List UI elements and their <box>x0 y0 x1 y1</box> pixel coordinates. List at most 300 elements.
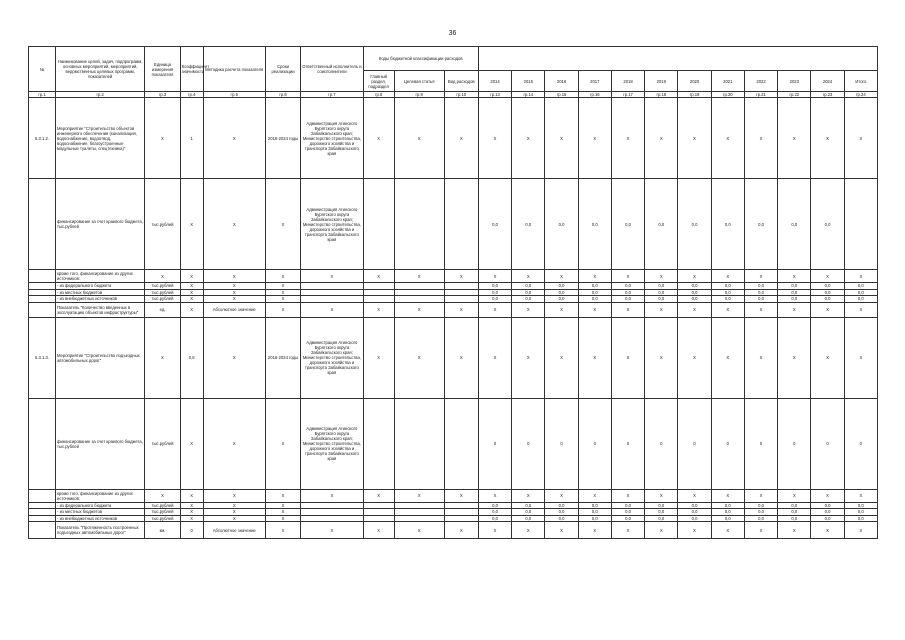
table-cell: X <box>478 98 511 179</box>
header-year: 2016 <box>545 71 578 92</box>
table-cell: 0,0 <box>711 296 744 303</box>
table-cell: X <box>545 302 578 317</box>
column-number-cell: гр.20 <box>711 92 744 98</box>
table-cell <box>844 179 877 270</box>
table-cell: 0,0 <box>611 509 644 516</box>
table-cell: X <box>301 270 363 283</box>
table-cell: X <box>578 270 611 283</box>
table-cell: 0,0 <box>778 289 811 296</box>
table-cell: X <box>744 98 777 179</box>
table-cell: X <box>301 489 363 502</box>
table-cell: X <box>478 489 511 502</box>
table-cell: X <box>711 522 744 539</box>
table-cell: X <box>265 270 300 283</box>
table-cell: X <box>744 522 777 539</box>
table-cell: 0,0 <box>711 289 744 296</box>
table-cell: X <box>363 302 394 317</box>
table-cell: X <box>478 270 511 283</box>
table-cell: Администрация Агинского Бурятского округа Забайкальского края; Министерство строительства, дорожного хозяйства и транспорта Забайкальского края <box>301 179 363 270</box>
table-cell: X <box>180 283 203 290</box>
header-year: 2024 <box>811 71 844 92</box>
column-number-cell: гр.10 <box>444 92 478 98</box>
table-cell: тыс.рублей <box>145 289 180 296</box>
table-cell: X <box>512 317 545 398</box>
table-cell: 0,0 <box>744 283 777 290</box>
table-cell: Администрация Агинского Бурятского округа Забайкальского края; Министерство строительства, дорожного хозяйства и транспорта Забайкальского края <box>301 398 363 489</box>
table-cell: Абсолютное значение <box>203 522 265 539</box>
table-cell: X <box>203 289 265 296</box>
table-cell: 0,0 <box>478 179 511 270</box>
table-cell: X <box>180 502 203 509</box>
header-row <box>29 47 878 71</box>
row-name-cell: финансирование за счет краевого бюджета, тыс.рублей <box>56 398 145 489</box>
table-cell: 0,0 <box>645 289 678 296</box>
table-row <box>29 179 878 270</box>
header-year: 2017 <box>578 71 611 92</box>
header-year: 2014 <box>478 71 511 92</box>
table-cell: X <box>744 302 777 317</box>
column-number-cell: гр.22 <box>778 92 811 98</box>
table-cell: 0,0 <box>744 515 777 522</box>
table-cell: X <box>203 509 265 516</box>
table-cell: 0,0 <box>578 515 611 522</box>
table-cell: X <box>778 317 811 398</box>
table-cell: X <box>844 489 877 502</box>
table-cell: 0,0 <box>778 502 811 509</box>
table-cell: 0,0 <box>611 289 644 296</box>
table-cell: тыс.рублей <box>145 283 180 290</box>
row-name-cell: Мероприятие "Строительство объектов инженерного обеспечения (канализация, водоснабжение, водоотвод, водоснабжение, благоустроенные модульные туалеты, спецтехника)" <box>56 98 145 179</box>
table-cell: X <box>203 489 265 502</box>
column-number-cell: гр.21 <box>744 92 777 98</box>
table-cell <box>394 179 444 270</box>
table-cell: X <box>265 489 300 502</box>
row-name-cell: финансирование за счет краевого бюджета, тыс.рублей <box>56 179 145 270</box>
table-cell: X <box>145 489 180 502</box>
header-year: 2022 <box>744 71 777 92</box>
table-cell: 0,0 <box>578 296 611 303</box>
table-cell: X <box>265 509 300 516</box>
table-cell: X <box>478 522 511 539</box>
table-cell: 0,0 <box>811 289 844 296</box>
table-cell: 0,0 <box>778 179 811 270</box>
table-row <box>29 270 878 283</box>
table-cell: тыс.рублей <box>145 296 180 303</box>
table-cell: 0,0 <box>512 509 545 516</box>
table-cell <box>444 179 478 270</box>
table-cell: 0,0 <box>645 179 678 270</box>
header-year: 2023 <box>778 71 811 92</box>
table-cell: X <box>145 98 180 179</box>
table-cell: 0,0 <box>578 283 611 290</box>
table-cell: 0,0 <box>545 515 578 522</box>
table-cell: X <box>265 289 300 296</box>
table-cell: X <box>611 98 644 179</box>
table-cell: X <box>678 317 711 398</box>
table-cell: X <box>180 296 203 303</box>
table-cell: 0 <box>811 398 844 489</box>
table-cell: X <box>180 289 203 296</box>
table-cell: X <box>811 489 844 502</box>
table-cell: X <box>545 98 578 179</box>
column-number-cell: гр.5 <box>203 92 265 98</box>
table-cell: 0,0 <box>478 502 511 509</box>
table-cell: X <box>645 522 678 539</box>
table-cell: X <box>711 302 744 317</box>
column-number-cell: гр.19 <box>678 92 711 98</box>
row-number-cell: 5.3.1.3. <box>29 317 56 398</box>
table-row <box>29 98 878 179</box>
table-cell: X <box>265 296 300 303</box>
table-cell: X <box>578 98 611 179</box>
table-cell: 0,0 <box>844 283 877 290</box>
table-cell: 1 <box>180 98 203 179</box>
header-responsible: Ответственный исполнитель и соисполнители <box>301 47 363 92</box>
table-cell: 0 <box>180 522 203 539</box>
row-name-cell: Показатель "Количество введенных в эксплуатацию объектов инфраструктуры" <box>56 302 145 317</box>
table-cell: X <box>394 522 444 539</box>
table-row <box>29 398 878 489</box>
table-cell: 0,0 <box>744 502 777 509</box>
table-row <box>29 317 878 398</box>
table-cell: 0,0 <box>811 179 844 270</box>
table-cell: X <box>545 270 578 283</box>
header-kind: Вид расходов <box>444 71 478 92</box>
table-cell: X <box>778 270 811 283</box>
table-cell: 0,0 <box>778 283 811 290</box>
table-cell: 0,0 <box>545 296 578 303</box>
table-cell: X <box>778 522 811 539</box>
table-cell: X <box>711 98 744 179</box>
table-cell <box>363 398 394 489</box>
table-cell <box>444 398 478 489</box>
table-cell: 0,0 <box>778 509 811 516</box>
table-cell: X <box>394 317 444 398</box>
table-cell: X <box>301 522 363 539</box>
table-cell: X <box>203 317 265 398</box>
table-cell: 0 <box>478 398 511 489</box>
header-target: Целевая статья <box>394 71 444 92</box>
budget-table <box>28 46 878 539</box>
table-cell: 0,0 <box>678 515 711 522</box>
table-cell: X <box>363 270 394 283</box>
table-cell <box>394 398 444 489</box>
table-cell: X <box>678 98 711 179</box>
table-row <box>29 489 878 502</box>
table-cell: X <box>363 489 394 502</box>
column-number-cell: гр.15 <box>545 92 578 98</box>
table-cell: X <box>778 302 811 317</box>
table-cell: X <box>444 98 478 179</box>
table-cell: 0,0 <box>811 509 844 516</box>
table-cell: 0,0 <box>545 289 578 296</box>
table-cell: X <box>844 270 877 283</box>
table-cell: X <box>444 302 478 317</box>
header-total: Итого <box>844 71 877 92</box>
table-row <box>29 522 878 539</box>
table-cell: 0 <box>678 398 711 489</box>
table-cell: X <box>180 302 203 317</box>
table-cell: 0,0 <box>744 509 777 516</box>
table-cell: 0,0 <box>678 296 711 303</box>
table-cell: X <box>444 522 478 539</box>
table-cell: 0,0 <box>611 515 644 522</box>
table-cell: X <box>744 489 777 502</box>
table-cell: 0,6 <box>180 317 203 398</box>
table-cell: 0 <box>578 398 611 489</box>
row-number-cell <box>29 302 56 317</box>
table-cell: 0,0 <box>645 502 678 509</box>
header-year: 2019 <box>645 71 678 92</box>
table-cell: X <box>444 317 478 398</box>
table-cell: X <box>645 302 678 317</box>
table-cell: 0 <box>844 398 877 489</box>
table-cell: 0,0 <box>611 179 644 270</box>
table-cell: 0,0 <box>578 502 611 509</box>
table-cell: X <box>645 317 678 398</box>
table-cell: Администрация Агинского Бурятского округа Забайкальского края; Министерство строительства, дорожного хозяйства и транспорта Забайкальского края <box>301 317 363 398</box>
table-cell: 0,0 <box>711 179 744 270</box>
table-cell: X <box>578 522 611 539</box>
row-number-cell: 5.3.1.2. <box>29 98 56 179</box>
table-cell: 0,0 <box>778 296 811 303</box>
table-cell: Абсолютное значение <box>203 302 265 317</box>
table-cell: 0,0 <box>711 283 744 290</box>
table-cell: 0,0 <box>645 515 678 522</box>
table-cell: 0,0 <box>545 179 578 270</box>
table-cell: 0,0 <box>811 296 844 303</box>
column-number-cell: гр.4 <box>180 92 203 98</box>
table-cell: 0,0 <box>811 502 844 509</box>
table-cell: 0,0 <box>478 289 511 296</box>
table-body <box>29 92 878 539</box>
table-cell: X <box>394 98 444 179</box>
table-cell: тыс.рублей <box>145 509 180 516</box>
table-cell: 0,0 <box>478 509 511 516</box>
table-cell: X <box>611 489 644 502</box>
table-cell: X <box>265 398 300 489</box>
table-cell: 0,0 <box>478 515 511 522</box>
table-cell: 0,0 <box>611 502 644 509</box>
column-number-cell: гр.18 <box>645 92 678 98</box>
table-cell: X <box>711 489 744 502</box>
table-cell: X <box>478 302 511 317</box>
table-cell: 0,0 <box>844 296 877 303</box>
table-cell: тыс.рублей <box>145 179 180 270</box>
row-name-cell: - из местных бюджетов <box>56 509 145 516</box>
table-cell: 0,0 <box>578 509 611 516</box>
header-name: Наименование целей, задач, подпрограмм, основных мероприятий, мероприятий, ведомственных целевых программ, показателей <box>56 47 145 92</box>
table-cell: 0,0 <box>512 296 545 303</box>
column-number-cell: гр.17 <box>611 92 644 98</box>
row-name-cell: - из федерального бюджета <box>56 283 145 290</box>
table-cell: X <box>611 270 644 283</box>
row-number-cell <box>29 398 56 489</box>
table-cell: X <box>145 317 180 398</box>
table-cell: X <box>578 302 611 317</box>
table-cell: X <box>512 522 545 539</box>
table-cell: 0 <box>611 398 644 489</box>
row-number-cell <box>29 489 56 502</box>
table-cell: 0,0 <box>844 289 877 296</box>
table-cell: 0,0 <box>844 515 877 522</box>
table-cell: X <box>203 179 265 270</box>
table-cell: 0,0 <box>744 179 777 270</box>
table-cell: X <box>203 270 265 283</box>
table-cell: X <box>203 98 265 179</box>
table-cell: X <box>512 489 545 502</box>
table-cell: X <box>394 270 444 283</box>
table-cell: 0,0 <box>645 509 678 516</box>
table-cell: X <box>844 98 877 179</box>
column-number-cell: гр.7 <box>301 92 363 98</box>
table-cell: 0,0 <box>744 296 777 303</box>
table-cell: 0,0 <box>611 296 644 303</box>
row-name-cell: кроме того, финансирование из других источников: <box>56 270 145 283</box>
table-cell: X <box>203 296 265 303</box>
header-year: 2021 <box>711 71 744 92</box>
table-cell: 0 <box>645 398 678 489</box>
table-cell: X <box>645 270 678 283</box>
table-cell: 0,0 <box>678 283 711 290</box>
table-cell: 2016-2024 годы <box>265 317 300 398</box>
table-cell: X <box>645 98 678 179</box>
table-cell: 0,0 <box>711 515 744 522</box>
table-cell: км. <box>145 522 180 539</box>
table-cell: X <box>678 489 711 502</box>
table-cell: X <box>180 489 203 502</box>
table-cell: 0,0 <box>678 502 711 509</box>
table-cell: 2016-2024 годы <box>265 98 300 179</box>
table-cell: X <box>611 522 644 539</box>
table-cell: 0,0 <box>512 179 545 270</box>
table-cell: 0,0 <box>478 283 511 290</box>
table-cell: X <box>512 302 545 317</box>
header-codes: Коды бюджетной классификации расходов <box>363 47 478 71</box>
column-number-cell: гр.24 <box>844 92 877 98</box>
table-cell: X <box>444 489 478 502</box>
table-cell: X <box>180 509 203 516</box>
table-cell: 0,0 <box>778 515 811 522</box>
header-year: 2015 <box>512 71 545 92</box>
table-cell: X <box>265 283 300 290</box>
table-cell: X <box>444 270 478 283</box>
table-cell: X <box>811 522 844 539</box>
table-cell: 0,0 <box>844 502 877 509</box>
table-cell: X <box>145 270 180 283</box>
table-cell: тыс.рублей <box>145 502 180 509</box>
column-number-cell: гр.9 <box>394 92 444 98</box>
table-cell: X <box>203 502 265 509</box>
table-cell: X <box>265 179 300 270</box>
table-cell: 0,0 <box>578 289 611 296</box>
table-cell: тыс.рублей <box>145 398 180 489</box>
table-cell: X <box>265 522 300 539</box>
table-cell: X <box>265 502 300 509</box>
table-cell: X <box>180 179 203 270</box>
table-cell: X <box>394 302 444 317</box>
table-cell: X <box>265 515 300 522</box>
table-cell: X <box>394 489 444 502</box>
table-cell: 0,0 <box>578 179 611 270</box>
table-cell: X <box>545 522 578 539</box>
row-name-cell: Мероприятие "Строительство подъездных автомобильных дорог" <box>56 317 145 398</box>
page-number: 36 <box>448 30 457 37</box>
row-name-cell: - из внебюджетных источников <box>56 296 145 303</box>
row-name-cell: кроме того, финансирование из других источников: <box>56 489 145 502</box>
table-cell: 0,0 <box>711 509 744 516</box>
table-cell: 0,0 <box>711 502 744 509</box>
table-cell: X <box>645 489 678 502</box>
column-number-cell: гр.16 <box>578 92 611 98</box>
row-name-cell: Показатель "Протяженность построенных подъездных автомобильных дорог" <box>56 522 145 539</box>
table-cell: X <box>678 302 711 317</box>
row-name-cell: - из местных бюджетов <box>56 289 145 296</box>
table-cell: 0 <box>512 398 545 489</box>
table-cell: 0,0 <box>678 289 711 296</box>
header-section: Главный раздел, подраздел <box>363 71 394 92</box>
table-cell: X <box>363 522 394 539</box>
table-cell: 0,0 <box>545 502 578 509</box>
table-cell: X <box>844 317 877 398</box>
table-cell: X <box>578 489 611 502</box>
column-number-cell: гр.3 <box>145 92 180 98</box>
table-cell: X <box>545 489 578 502</box>
table-cell: 0,0 <box>645 283 678 290</box>
table-cell: 0,0 <box>844 509 877 516</box>
table-cell: X <box>844 302 877 317</box>
table-cell: 0,0 <box>678 179 711 270</box>
row-number-cell <box>29 270 56 283</box>
table-cell: X <box>363 98 394 179</box>
table-cell: Администрация Агинского Бурятского округа Забайкальского края; Министерство строительства, дорожного хозяйства и транспорта Забайкальского края <box>301 98 363 179</box>
table-cell: 0,0 <box>611 283 644 290</box>
header-year: 2018 <box>611 71 644 92</box>
table-cell: X <box>678 270 711 283</box>
table-cell: X <box>180 270 203 283</box>
header-blank <box>478 47 877 71</box>
table-cell: 0,0 <box>678 509 711 516</box>
header-term: Сроки реализации <box>265 47 300 92</box>
row-number-cell <box>29 522 56 539</box>
table-row <box>29 302 878 317</box>
table-cell: X <box>811 317 844 398</box>
row-number-cell <box>29 179 56 270</box>
header-coef: Коэффициент значимости <box>180 47 203 92</box>
table-cell: X <box>478 317 511 398</box>
column-number-cell: гр.23 <box>811 92 844 98</box>
table-cell: 0 <box>744 398 777 489</box>
table-cell: X <box>578 317 611 398</box>
table-cell: X <box>844 522 877 539</box>
table-cell: X <box>811 302 844 317</box>
row-name-cell: - из федерального бюджета <box>56 502 145 509</box>
column-number-cell: гр.13 <box>478 92 511 98</box>
column-number-cell: гр.1 <box>29 92 56 98</box>
table-cell: X <box>811 98 844 179</box>
table-cell: X <box>203 283 265 290</box>
table-cell: X <box>363 317 394 398</box>
header-unit: Единица измерения показателя <box>145 47 180 92</box>
table-cell: X <box>180 398 203 489</box>
table-cell: X <box>301 302 363 317</box>
table-cell: X <box>203 515 265 522</box>
table-cell: тыс.рублей <box>145 515 180 522</box>
table-cell: X <box>744 317 777 398</box>
table-cell: 0,0 <box>645 296 678 303</box>
table-cell <box>363 179 394 270</box>
table-cell: 0,0 <box>545 509 578 516</box>
